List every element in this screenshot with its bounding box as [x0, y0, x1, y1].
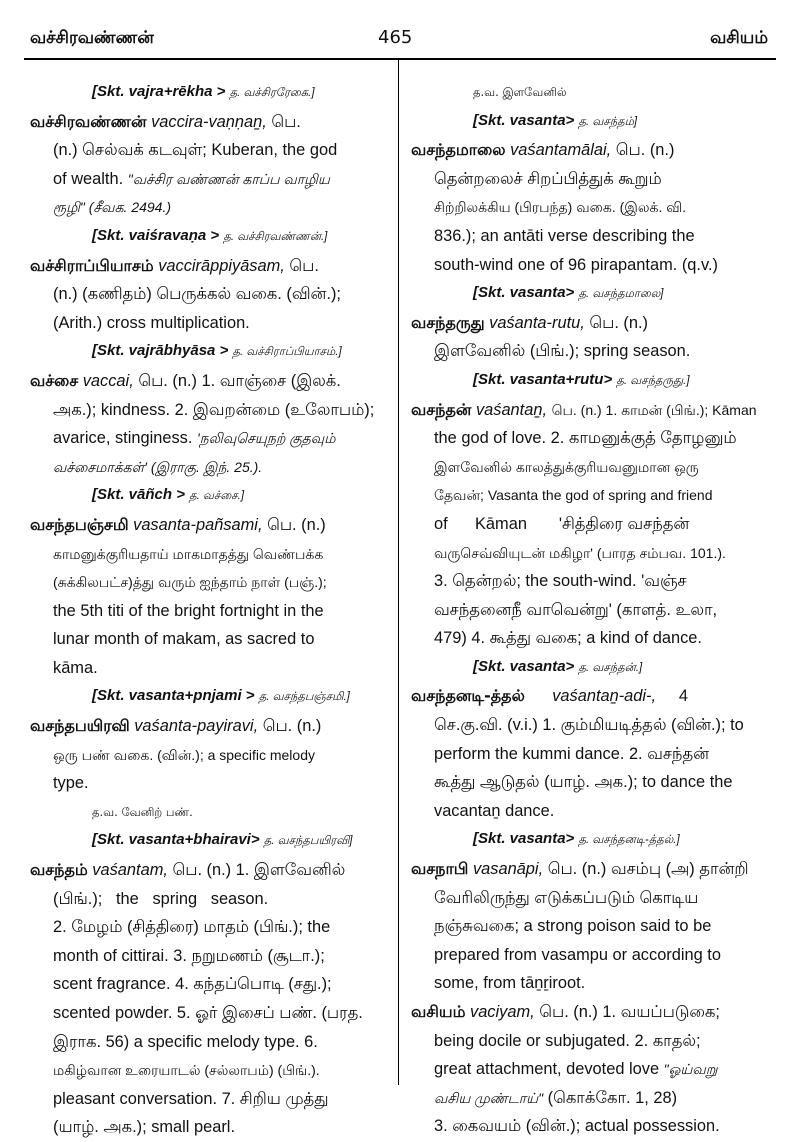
text-fragment: பெ. (n.) 1. வாஞ்சை (இலக். — [138, 371, 341, 390]
transliteration: vaccai, — [82, 371, 134, 390]
text-line: some, from tāṉṟiroot. — [434, 974, 586, 993]
text-line: vacantaṉ dance. — [434, 801, 555, 820]
text-fragment: த. வச்சை.] — [189, 490, 245, 503]
text-fragment: த. வசந்தன்.] — [578, 661, 643, 674]
entry-vaciyam — [411, 998, 763, 1141]
headword: வசந்தனடி-த்தல் — [411, 686, 525, 706]
text-fragment: பெ. (n.) 1. இளவேனில் — [172, 861, 346, 880]
text-fragment: 4 — [678, 687, 688, 706]
skt-etymology — [30, 222, 385, 252]
text-line — [30, 856, 385, 885]
headword: வசந்தம் — [30, 860, 88, 880]
text-fragment: Kāman — [475, 514, 527, 533]
entry-vasantarutu — [411, 309, 763, 396]
text-fragment: 'சித்திரை வசந்தன் — [558, 514, 690, 533]
text-fragment: 'நலிவுசெயுநற் குதவும் — [196, 430, 336, 447]
text-line: ரூழி" (சீவக. 2494.) — [53, 199, 172, 216]
text-line — [30, 424, 385, 453]
text-line — [411, 682, 763, 711]
column-divider — [398, 60, 399, 1085]
text-line: தென்றலைச் சிறப்பித்துக் கூறும் — [434, 169, 662, 188]
text-fragment: [Skt. vāñch > — [92, 486, 185, 504]
text-fragment: பெ. (n.) 1. வயப்படுகை; — [539, 1003, 720, 1021]
skt-etymology — [411, 279, 763, 309]
text-fragment: (கொக்கோ. 1, 28) — [547, 1088, 678, 1107]
text-fragment: பெ. — [289, 256, 319, 275]
text-fragment: "ஓய்வறு — [663, 1061, 718, 1078]
text-line: scent fragrance. 4. கந்தப்பொடி (சது.); — [53, 975, 332, 994]
text-fragment: த. வசந்தபஞ்சமி.] — [258, 691, 350, 704]
skt-etymology — [411, 825, 763, 855]
text-line: lunar month of makam, as sacred to — [53, 630, 315, 649]
text-fragment: பெ. (n.) 1. காமன் (பிங்.); Kāman — [551, 401, 757, 418]
text-line: இளவேனில் காலத்துக்குரியவனுமான ஒரு — [434, 458, 699, 475]
text-fragment: [Skt. vasanta+bhairavi> — [92, 831, 260, 849]
text-fragment: பெ. (n.) — [262, 717, 322, 736]
text-fragment: பெ. (n.) — [267, 515, 326, 534]
text-line: perform the kummi dance. 2. வசந்தன் — [434, 744, 710, 763]
text-fragment: avarice, stinginess. — [53, 429, 193, 448]
skt-etymology — [411, 107, 763, 137]
text-line: (சுக்கிலபட்ச)த்து வரும் ஐந்தாம் நாள் (பஞ்.); — [53, 574, 327, 591]
headword: வசந்தருது — [411, 312, 485, 332]
text-fragment: [Skt. vasanta> — [473, 111, 575, 129]
text-line: scented powder. 5. ஓர் இசைப் பண். (பரத. — [53, 1004, 363, 1022]
text-line: (n.) செல்வக் கடவுள்; Kuberan, the god — [53, 141, 338, 160]
headword: வசந்தமாலை — [411, 140, 506, 160]
transliteration: vaśantaṉ-adi-, — [552, 687, 657, 706]
entry-vasantamalai — [411, 136, 763, 309]
text-fragment: of wealth. — [53, 169, 124, 188]
transliteration: vasanta-pañsami, — [133, 515, 263, 534]
text-line: 2. மேழம் (சித்திரை) மாதம் (பிங்.); the — [53, 918, 331, 937]
header-rule — [24, 58, 776, 60]
text-line — [30, 252, 385, 281]
headword: வசந்தபயிரவி — [30, 716, 130, 736]
text-line: south-wind one of 96 pirapantam. (q.v.) — [434, 255, 718, 274]
text-fragment: பெ. — [271, 112, 301, 131]
text-line — [411, 1055, 763, 1084]
headword: வசந்தன் — [411, 399, 472, 419]
entry-vasantam — [30, 856, 385, 1142]
text-line: 3. தென்றல்; the south-wind. 'வஞ்ச — [434, 572, 687, 591]
text-fragment: [Skt. vasanta> — [473, 284, 575, 302]
text-line: சிற்றிலக்கிய (பிரபந்த) வகை. (இலக். வி. — [434, 199, 687, 216]
text-line: வச்சைமாக்கள்' (இராகு. இந். 25.). — [53, 458, 263, 475]
text-line: the god of love. 2. காமனுக்குத் தோழனும் — [434, 429, 737, 448]
text-fragment: பெ. (n.) — [615, 141, 675, 160]
text-fragment: [Skt. vajrābhyāsa > — [92, 342, 229, 360]
text-line: (Arith.) cross multiplication. — [53, 313, 250, 332]
text-line — [30, 712, 385, 741]
page-number: 465 — [378, 27, 413, 48]
transliteration: vaciyam, — [470, 1003, 535, 1021]
text-line: செ.கு.வி. (v.i.) 1. கும்மியடித்தல் (வின்.); to — [434, 716, 744, 735]
text-line — [411, 396, 763, 425]
text-line: the 5th titi of the bright fortnight in the — [53, 601, 324, 620]
text-line — [411, 998, 763, 1027]
skt-etymology — [30, 481, 385, 511]
text-line — [411, 1084, 763, 1113]
text-fragment: த. வசந்தபயிரவி] — [263, 835, 353, 848]
text-line: தேவன்; Vasanta the god of spring and friend — [434, 487, 713, 504]
text-fragment: [Skt. vasanta+rutu> — [473, 370, 613, 388]
text-fragment: வசிய முண்டாய்" — [434, 1089, 544, 1106]
text-line: (பிங்.); the spring season. — [53, 889, 269, 908]
entry-vaccirappiyasam — [30, 252, 385, 367]
text-fragment: [Skt. vasanta> — [473, 657, 575, 675]
entry-vasantapancami — [30, 511, 385, 712]
text-fragment: த. வச்சிராப்பியாசம்.] — [232, 346, 342, 359]
headword: வச்சிராப்பியாசம் — [30, 255, 154, 275]
transliteration: vaśanta-rutu, — [489, 313, 585, 332]
text-line: வருசெவ்வியுடன் மகிழா' (பாரத சம்பவ. 101.). — [434, 544, 726, 561]
skt-etymology — [30, 78, 385, 108]
text-line — [411, 510, 763, 539]
text-line: காமனுக்குரியதாய் மாகமாதத்து வெண்பக்க — [53, 545, 324, 562]
text-fragment: த. வச்சிரவண்ணன்.] — [223, 230, 328, 243]
text-fragment: [Skt. vajra+rēkha > — [92, 83, 226, 100]
text-line: kāma. — [53, 658, 98, 677]
text-fragment: த. வசந்தம்] — [578, 115, 638, 128]
entry-vaccai — [30, 367, 385, 511]
headword: வசநாபி — [411, 859, 469, 879]
text-fragment: [Skt. vasanta+pnjami > — [92, 687, 255, 705]
text-fragment: [Skt. vasanta> — [473, 830, 575, 848]
skt-etymology — [411, 366, 763, 396]
text-fragment: பெ. (n.) — [589, 313, 649, 332]
text-line — [30, 165, 385, 194]
tamil-equivalent-note: த.வ. வேனிற் பண். — [92, 804, 193, 819]
text-line: 3. கைவயம் (வின்.); actual possession. — [434, 1117, 720, 1136]
transliteration: vaśantaṉ, — [475, 400, 548, 419]
entry-vasantan — [411, 396, 763, 683]
entry-vasanapi — [411, 855, 763, 998]
transliteration: vaśantam, — [92, 861, 168, 880]
text-fragment: [Skt. vaiśravaṇa > — [92, 226, 220, 244]
text-line — [30, 511, 385, 540]
text-line: 479) 4. கூத்து வகை; a kind of dance. — [434, 629, 702, 648]
entry-vacciravannan — [30, 108, 385, 252]
headword: வச்சிரவண்ணன் — [30, 111, 147, 131]
text-line: வேரிலிருந்து எடுக்கப்படும் கொடிய — [434, 888, 699, 907]
left-column — [30, 78, 385, 1142]
text-fragment: of — [434, 514, 448, 533]
entry-vasantanadittal — [411, 682, 763, 855]
text-line: pleasant conversation. 7. சிறிய முத்து — [53, 1089, 329, 1108]
tamil-equivalent-note: த.வ. இளவேனில் — [473, 85, 567, 99]
skt-etymology — [30, 682, 385, 712]
transliteration: vaśanta-payiravi, — [134, 717, 259, 736]
text-line: கூத்து ஆடுதல் (யாழ். அக.); to dance the — [434, 773, 733, 792]
text-line: அக.); kindness. 2. இவறன்மை (உலோபம்); — [53, 400, 375, 419]
text-fragment: த. வச்சிரரேகை.] — [229, 87, 315, 99]
transliteration: vaśantamālai, — [510, 141, 612, 160]
skt-etymology — [30, 826, 385, 856]
text-line — [411, 309, 763, 338]
text-fragment: பெ. (n.) வசம்பு (அ) தான்றி — [547, 860, 749, 879]
headword: வசியம் — [411, 1002, 466, 1021]
text-line: 836.); an antāti verse describing the — [434, 226, 695, 245]
headword: வச்சை — [30, 370, 79, 390]
text-line: month of cittirai. 3. நறுமணம் (சூடா.); — [53, 946, 325, 965]
text-line: type. — [53, 774, 89, 793]
running-header-left: வச்சிரவண்ணன் — [30, 28, 154, 48]
text-fragment: த. வசந்தமாலை] — [578, 288, 664, 301]
text-fragment: த. வசந்தனடி-த்தல்.] — [578, 834, 680, 847]
text-line: இராக. 56) a specific melody type. 6. — [53, 1032, 318, 1051]
text-line — [30, 108, 385, 137]
transliteration: vaccira-vaṇṇaṉ, — [151, 112, 267, 131]
right-column — [411, 78, 763, 1141]
text-fragment: "வச்சிர வண்ணன் காப்ப வாழிய — [127, 170, 330, 187]
text-line: நஞ்சுவகை; a strong poison said to be — [434, 917, 712, 936]
entry-vasantapayiravi — [30, 712, 385, 856]
running-header-right: வசியம் — [710, 28, 768, 48]
text-fragment: great attachment, devoted love — [434, 1060, 660, 1079]
transliteration: vaccirāppiyāsam, — [158, 256, 285, 275]
text-line — [30, 367, 385, 396]
text-line: இளவேனில் (பிங்.); spring season. — [434, 342, 691, 361]
text-line — [411, 136, 763, 165]
text-line: மகிழ்வான உரையாடல் (சல்லாபம்) (பிங்.). — [53, 1062, 320, 1079]
skt-etymology — [411, 653, 763, 683]
text-line: prepared from vasampu or according to — [434, 945, 721, 964]
headword: வசந்தபஞ்சமி — [30, 514, 129, 534]
text-line: ஒரு பண் வகை. (வின்.); a specific melody — [53, 746, 315, 763]
text-fragment: த. வசந்தருது.] — [616, 374, 690, 387]
text-line: (n.) (கணிதம்) பெருக்கல் வகை. (வின்.); — [53, 285, 341, 304]
text-line — [411, 855, 763, 884]
skt-etymology — [30, 337, 385, 367]
transliteration: vasanāpi, — [472, 860, 544, 879]
text-line: (யாழ். அக.); small pearl. — [53, 1118, 235, 1137]
text-line: வசந்தனைநீ வாவென்று' (காளத். உலா, — [434, 600, 718, 619]
text-line: being docile or subjugated. 2. காதல்; — [434, 1031, 701, 1050]
